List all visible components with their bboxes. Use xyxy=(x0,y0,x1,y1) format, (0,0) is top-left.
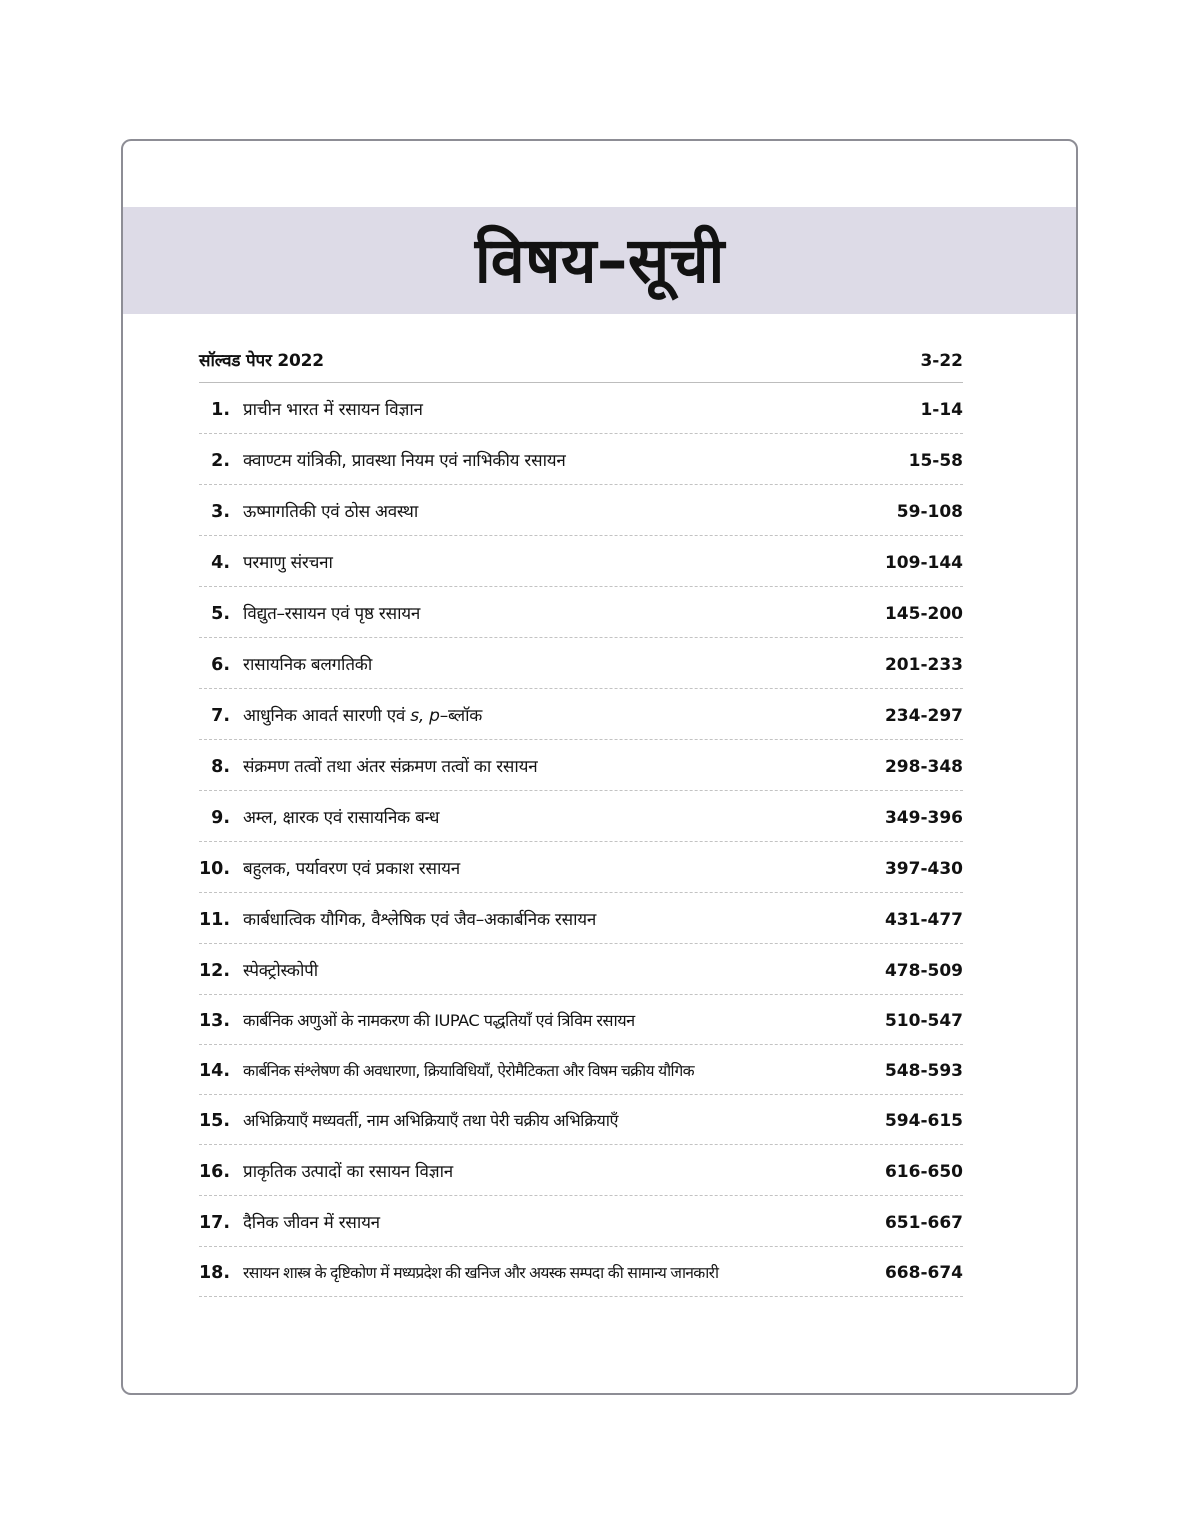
page-range: 397-430 xyxy=(884,858,963,879)
page-range: 201-233 xyxy=(884,654,963,675)
chapter-title: प्राचीन भारत में रसायन विज्ञान xyxy=(243,399,423,420)
page-range: 616-650 xyxy=(884,1161,963,1182)
chapter-title: क्वाण्टम यांत्रिकी, प्रावस्था नियम एवं नाभिकीय रसायन xyxy=(243,450,566,471)
table-row[interactable] xyxy=(199,383,963,434)
chapter-title: कार्बनिक संश्लेषण की अवधारणा, क्रियाविधियाँ, ऐरोमैटिकता और विषम चक्रीय यौगिक xyxy=(243,1061,694,1080)
row-number: 4. xyxy=(211,552,230,573)
row-number: 7. xyxy=(211,705,230,726)
table-row[interactable] xyxy=(199,485,963,536)
page-range: 349-396 xyxy=(884,807,963,828)
chapter-title: अभिक्रियाएँ मध्यवर्ती, नाम अभिक्रियाएँ तथा पेरी चक्रीय अभिक्रियाएँ xyxy=(243,1110,618,1130)
table-row[interactable] xyxy=(199,944,963,995)
page-range: 478-509 xyxy=(884,960,963,981)
chapter-title: प्राकृतिक उत्पादों का रसायन विज्ञान xyxy=(243,1161,453,1182)
toc-header-label: सॉल्वड पेपर 2022 xyxy=(199,351,324,371)
row-number: 3. xyxy=(211,501,230,522)
page-range: 59-108 xyxy=(896,501,963,522)
chapter-title: अम्ल, क्षारक एवं रासायनिक बन्ध xyxy=(243,807,440,828)
row-number: 18. xyxy=(199,1262,231,1283)
table-row[interactable] xyxy=(199,1247,963,1297)
table-row[interactable] xyxy=(199,689,963,740)
row-number: 5. xyxy=(211,603,230,624)
row-number: 2. xyxy=(211,450,230,471)
chapter-title: कार्बनिक अणुओं के नामकरण की IUPAC पद्धतियाँ एवं त्रिविम रसायन xyxy=(243,1010,635,1030)
chapter-title: ऊष्मागतिकी एवं ठोस अवस्था xyxy=(243,501,418,522)
chapter-title: कार्बधात्विक यौगिक, वैश्लेषिक एवं जैव–अकार्बनिक रसायन xyxy=(243,909,597,930)
chapter-title: विद्युत–रसायन एवं पृष्ठ रसायन xyxy=(243,603,421,624)
row-number: 17. xyxy=(199,1212,231,1233)
row-number: 16. xyxy=(199,1161,231,1182)
page-range: 651-667 xyxy=(884,1212,963,1233)
page-range: 668-674 xyxy=(884,1262,963,1283)
table-row[interactable] xyxy=(199,638,963,689)
row-number: 15. xyxy=(199,1110,231,1131)
page-title: विषय–सूची xyxy=(474,224,725,297)
table-row[interactable] xyxy=(199,1095,963,1145)
page-range: 431-477 xyxy=(884,909,963,930)
page-sheet xyxy=(121,139,1078,1395)
toc-row-list xyxy=(199,383,963,1297)
table-row[interactable] xyxy=(199,842,963,893)
row-number: 6. xyxy=(211,654,230,675)
table-row[interactable] xyxy=(199,434,963,485)
table-row[interactable] xyxy=(199,740,963,791)
row-number: 9. xyxy=(211,807,230,828)
chapter-title: बहुलक, पर्यावरण एवं प्रकाश रसायन xyxy=(243,858,460,879)
table-row[interactable] xyxy=(199,1145,963,1196)
row-number: 8. xyxy=(211,756,230,777)
row-number: 1. xyxy=(211,399,230,420)
chapter-title: स्पेक्ट्रोस्कोपी xyxy=(243,960,318,981)
table-row[interactable] xyxy=(199,995,963,1045)
page-range: 15-58 xyxy=(908,450,963,471)
row-number: 14. xyxy=(199,1060,231,1081)
toc-header-row xyxy=(199,348,963,383)
page-range: 594-615 xyxy=(884,1110,963,1131)
chapter-title: संक्रमण तत्वों तथा अंतर संक्रमण तत्वों का रसायन xyxy=(243,756,538,777)
table-row[interactable] xyxy=(199,587,963,638)
row-number: 11. xyxy=(199,909,231,930)
page-range: 145-200 xyxy=(884,603,963,624)
row-number: 10. xyxy=(199,858,231,879)
table-row[interactable] xyxy=(199,1045,963,1095)
chapter-title: दैनिक जीवन में रसायन xyxy=(243,1212,380,1233)
chapter-title: रासायनिक बलगतिकी xyxy=(243,654,373,675)
page-range: 109-144 xyxy=(884,552,963,573)
page-range: 1-14 xyxy=(920,399,963,420)
page-range: 234-297 xyxy=(884,705,963,726)
table-row[interactable] xyxy=(199,791,963,842)
row-number: 12. xyxy=(199,960,231,981)
page-range: 298-348 xyxy=(884,756,963,777)
chapter-title: परमाणु संरचना xyxy=(243,552,333,573)
toc-header-pages: 3-22 xyxy=(920,351,963,371)
page-range: 510-547 xyxy=(884,1010,963,1031)
title-band xyxy=(123,207,1076,314)
chapter-title: रसायन शास्त्र के दृष्टिकोण में मध्यप्रदेश की खनिज और अयस्क सम्पदा की सामान्य जानकारी xyxy=(243,1263,719,1282)
table-row[interactable] xyxy=(199,1196,963,1247)
table-row[interactable] xyxy=(199,893,963,944)
chapter-title: आधुनिक आवर्त सारणी एवं s, p–ब्लॉक xyxy=(243,705,483,726)
table-of-contents xyxy=(199,348,963,1297)
page-range: 548-593 xyxy=(884,1060,963,1081)
table-row[interactable] xyxy=(199,536,963,587)
row-number: 13. xyxy=(199,1010,231,1031)
